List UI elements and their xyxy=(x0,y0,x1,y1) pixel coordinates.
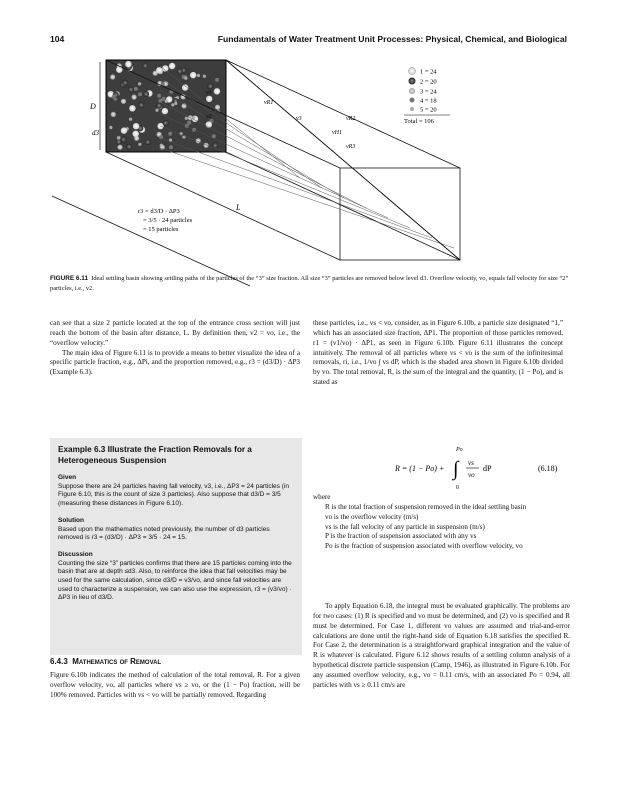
vr1-label: vR1 xyxy=(264,100,274,106)
particle xyxy=(190,72,196,78)
particle xyxy=(134,87,138,91)
section-number: 6.4.3 xyxy=(50,657,68,666)
caption-label: FIGURE 6.11 xyxy=(50,275,89,282)
running-title: Fundamentals of Water Treatment Unit Processes: Physical, Chemical, and Biological xyxy=(217,34,567,44)
eq-denominator: vo xyxy=(468,471,475,479)
particle xyxy=(121,99,126,104)
fig-eq-3: = 15 particles xyxy=(143,226,179,233)
particle xyxy=(162,108,168,114)
settling-path xyxy=(160,138,432,238)
legend-item-3: 3 = 24 xyxy=(420,88,437,96)
eq-lower-limit: 0 xyxy=(456,485,459,491)
example-title: Example 6.3 Illustrate the Fraction Removals for a Heterogeneous Suspension xyxy=(58,445,252,465)
particle xyxy=(142,63,148,69)
particle xyxy=(177,68,183,74)
particle xyxy=(203,75,206,78)
discussion-text: Counting the size “3” particles confirms that there are 15 particles coming into the basin that are at depth ≤d3. Also, to reinforce the idea that fall velocities may be used for the same calculation, since d3/D = v3/vo, and since fall velocities are used to characterize a suspension, we can also use the expression, r3 = (v3/vo) · ΔP3 in lieu of d3/D. xyxy=(58,559,292,602)
particle xyxy=(174,102,177,105)
particle xyxy=(126,144,132,150)
particle xyxy=(185,124,189,128)
particle xyxy=(145,139,151,145)
right-column-bottom xyxy=(313,602,570,691)
example-box xyxy=(50,438,302,655)
particle xyxy=(184,77,187,80)
particle xyxy=(138,82,141,85)
definition-item: vs is the fall velocity of any particle in suspension (m/s) xyxy=(325,522,485,531)
right-column-top xyxy=(313,319,563,388)
vh1-label: vH1 xyxy=(332,130,342,136)
particle xyxy=(168,132,172,136)
settling-path xyxy=(160,148,454,248)
left-column-bottom xyxy=(50,671,300,701)
particle xyxy=(128,87,134,93)
equation-6-18 xyxy=(313,441,570,493)
page-header xyxy=(50,34,567,48)
particle xyxy=(155,109,158,112)
particle xyxy=(165,100,168,103)
eq-numerator: vs xyxy=(468,459,474,467)
particle xyxy=(214,88,220,94)
particle xyxy=(138,143,141,146)
definition-item: R is the total fraction of suspension removed in the ideal settling basin xyxy=(325,502,527,511)
particle xyxy=(122,80,128,86)
d3-label: d3 xyxy=(92,129,99,137)
particle xyxy=(162,97,166,101)
particle xyxy=(132,95,137,100)
fig-eq-1: r3 = d3/D · ΔP3 xyxy=(138,208,180,215)
legend-total: Total = 106 xyxy=(404,118,434,125)
particle xyxy=(121,127,127,133)
particle xyxy=(121,137,127,143)
particle xyxy=(129,105,135,111)
v2-label: v2 xyxy=(206,114,212,120)
particle xyxy=(207,83,213,89)
eq-upper-limit: Po xyxy=(456,447,463,453)
right-bottom-paragraph: To apply Equation 6.18, the integral must be evaluated graphically. The problems are for two cases: (1) R is specified and vo must be determined, and (2) vo is specified and R must be determined. For Case 1, different vo values are assumed and trial-and-error calculations are done until the right-hand side of Equation 6.18 satisfies the specified R. For Case 2, the determination is a straightforward graphical integration and the value of R is whatever is calculated. Figure 6.12 shows results of a settling column analysis of a hypothetical discrete particle suspension (Camp, 1946), as illustrated in Figure 6.10b. For any assumed overflow velocity, e.g., vo = 0.11 cm/s, with an associated Po = 0.94, all particles with vs ≥ 0.11 cm/s are xyxy=(313,602,570,689)
settling-path xyxy=(160,114,388,218)
particle xyxy=(171,103,174,106)
left-paragraph-1: can see that a size 2 particle located at the top of the entrance cross section will just reach the bottom of the basin after distance, L. By definition then, v2 = vo, i.e., the “overflow velocity.” xyxy=(50,319,300,347)
legend-item-2: 2 = 20 xyxy=(420,78,437,86)
v3-label: v3 xyxy=(296,116,302,122)
legend-item-5: 5 = 20 xyxy=(420,106,437,114)
definition-item: Po is the fraction of suspension associated with overflow velocity, vo xyxy=(325,542,523,551)
definitions xyxy=(313,493,570,552)
particle xyxy=(197,74,200,77)
particle xyxy=(133,131,139,137)
definition-item: vo is the overflow velocity (m/s) xyxy=(325,512,419,521)
particle xyxy=(157,94,161,98)
legend-item-4: 4 = 18 xyxy=(420,97,437,105)
vr2-label: vR2 xyxy=(346,116,356,122)
particle xyxy=(156,67,162,73)
particle xyxy=(110,74,115,79)
particle xyxy=(117,136,120,139)
particle xyxy=(138,92,142,96)
left-column-top xyxy=(50,319,300,378)
section-title: Mathematics of Removal xyxy=(72,657,162,666)
particle xyxy=(112,95,116,99)
settling-path xyxy=(160,102,366,208)
caption-text: Ideal settling basin showing settling paths of the particles of the “3” size fraction. All size “3” particles are removed below level d3. Overflow velocity, vo, equals fall velocity for size “2” particles, i.e., v2. xyxy=(50,275,569,292)
depth-label: D xyxy=(90,102,96,111)
length-label: L xyxy=(236,203,241,212)
eq-number: (6.18) xyxy=(538,464,558,473)
particle xyxy=(133,123,139,129)
section-heading xyxy=(50,657,161,666)
left-paragraph-2: The main idea of Figure 6.11 is to provide a means to better visualize the idea of a specific particle fraction, e.g., ΔPi, and the proportion removed, e.g., r3 = (d3/D) · ΔP3 (Example 6.3). xyxy=(50,348,300,377)
v1-label: v1 xyxy=(206,90,212,96)
given-text: Suppose there are 24 particles having fall velocity, v3, i.e., ΔP3 = 24 particles (in Figure 6.10, this is the count of size 3 particles). Also suppose that d3/D = 3/5 (measuring these distances in Figure 6.10). xyxy=(58,482,289,508)
particle xyxy=(163,120,169,126)
particle xyxy=(169,145,173,149)
eq-dp: dP xyxy=(483,464,492,473)
particle xyxy=(185,117,188,120)
vr3-label: vR3 xyxy=(346,144,356,150)
definition-item: P is the fraction of suspension associated with any vs xyxy=(325,532,477,541)
particle xyxy=(187,121,191,125)
legend xyxy=(404,68,450,126)
page-number: 104 xyxy=(50,34,65,44)
eq-lhs: R = (1 − Po) + xyxy=(395,464,445,473)
particle xyxy=(156,103,162,109)
particle xyxy=(117,145,122,150)
eq-integral: ∫ xyxy=(453,458,459,480)
discussion-heading: Discussion xyxy=(58,550,93,558)
figure-caption xyxy=(50,274,570,294)
legend-item-1: 1 = 24 xyxy=(420,68,437,76)
particle xyxy=(109,126,112,129)
particle xyxy=(111,112,116,117)
left-bottom-paragraph: Figure 6.10b indicates the method of calculation of the total removal, R. For a given overflow velocity, vo, all particles where vs ≥ vo, or the (1 − Po) fraction, will be 100% removed. Particles with vs < vo will be partially removed. Regarding xyxy=(50,671,300,699)
fig-eq-2: = 3/5 · 24 particles xyxy=(143,217,193,224)
given-heading: Given xyxy=(58,474,77,481)
particle xyxy=(206,96,212,102)
particle xyxy=(125,61,131,67)
particle xyxy=(215,105,220,110)
where-label: where xyxy=(313,493,331,501)
particle xyxy=(215,78,219,82)
particle xyxy=(129,118,132,121)
solution-text: Based upon the mathematics noted previously, the number of d3 particles removed is r3 = (d3/D) · ΔP3 = 3/5 · 24 = 15. xyxy=(58,525,270,542)
settling-path xyxy=(160,126,410,228)
particle xyxy=(138,102,144,108)
solution-heading: Solution xyxy=(58,516,84,524)
particle xyxy=(143,91,149,97)
right-paragraph-1: these particles, i.e., vs < vo, consider, as in Figure 6.10b, a particle size designated “1,” which has an associated size fraction, ΔP1. The proportion of those particles removed, r1 = (v1/vo) · ΔP1, as seen in Figure 6.10b. Figure 6.11 illustrates the concept intuitively. The removal of all particles where vs < vo is the sum of the infinitesimal removals, ri, i.e., 1/vo ∫ vs dP, which is the shaded area shown in Figure 6.10b divided by vo. The total removal, R, is the sum of the integral and the quantity, (1 − Po), and is stated as xyxy=(313,319,563,387)
particle xyxy=(169,63,175,69)
particle xyxy=(182,84,188,90)
